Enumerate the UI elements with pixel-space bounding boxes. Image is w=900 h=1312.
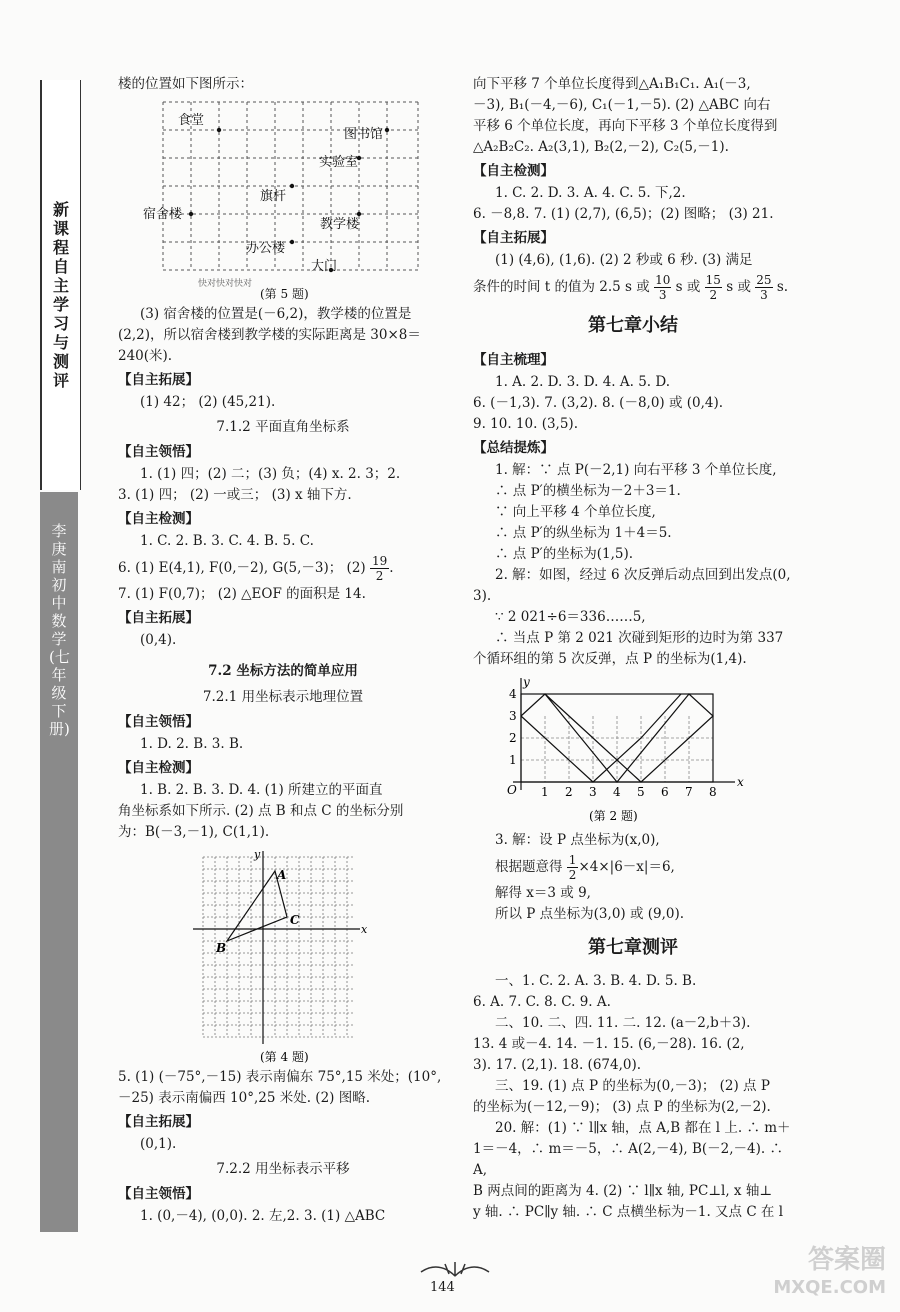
- jiance-1-line-2-text: 6. (1) E(4,1), F(0,－2), G(5,－3)； (2): [118, 560, 366, 576]
- bounce-caption: (第 2 题): [589, 809, 638, 823]
- shuli-line-1: 1. A. 2. D. 3. D. 4. A. 5. D.: [495, 374, 671, 390]
- fraction-denominator: 2: [568, 868, 577, 882]
- grid-caption: (第 4 题): [260, 1050, 309, 1064]
- canteen-dot: [217, 128, 221, 132]
- heading-jiance-1: 【自主检测】: [118, 511, 199, 527]
- test-line-6: 三、19. (1) 点 P 的坐标为(0,－3)； (2) 点 P: [495, 1078, 770, 1094]
- jiance-1-line-1: 1. C. 2. B. 3. C. 4. B. 5. C.: [140, 533, 314, 549]
- x-tick-8: 8: [709, 785, 717, 799]
- fraction-denominator: 3: [760, 288, 768, 302]
- x-tick-6: 6: [661, 785, 669, 799]
- jiance-2-line-3: 为：B(－3,－1), C(1,1).: [118, 824, 270, 840]
- point-a-label: A: [277, 868, 287, 882]
- bounce-figure: [473, 674, 793, 830]
- point-c-label: C: [290, 913, 300, 927]
- fraction-numerator: 15: [705, 273, 721, 287]
- y-tick-2: 2: [509, 731, 517, 745]
- library-dot: [385, 128, 389, 132]
- jiance-1-line-3: 7. (1) F(0,7)； (2) △EOF 的面积是 14.: [118, 586, 366, 602]
- fraction-tail: s.: [772, 279, 789, 295]
- tilian-1: 1. 解：∵ 点 P(－2,1) 向右平移 3 个单位长度,: [495, 462, 777, 478]
- cont-line-1: 向下平移 7 个单位长度得到△A₁B₁C₁. A₁(－3,: [473, 76, 751, 92]
- label-lab: 实验室: [319, 155, 359, 170]
- tilian-10: 个循环组的第 5 次反弹，点 P 的坐标为(1,4).: [473, 651, 747, 667]
- fraction-denominator: 3: [658, 288, 667, 302]
- sidebar-bottom-panel: [40, 492, 78, 1232]
- jiance-1-line-2: [118, 552, 448, 584]
- y-axis-label: y: [523, 675, 530, 689]
- q3-line-2: (2,2)，所以宿舍楼到教学楼的实际距离是 30×8＝: [118, 327, 421, 343]
- cont-line-2: －3), B₁(－4,－6), C₁(－1,－5). (2) △ABC 向右: [473, 97, 771, 113]
- tilian-5: ∴ 点 P′的坐标为(1,5).: [495, 546, 634, 562]
- heading-lingwu-3: 【自主领悟】: [118, 1186, 199, 1202]
- heading-tuozhan-1: 【自主拓展】: [118, 372, 199, 388]
- fraction-numerator: 10: [655, 273, 671, 287]
- origin-label: O: [507, 783, 517, 797]
- book-title: 新课程自主学习与测评: [52, 200, 69, 390]
- q3-line-3: 240(米).: [118, 348, 173, 364]
- right-column: [473, 74, 793, 1223]
- tilian-2: ∴ 点 P′的横坐标为－2＋3＝1.: [495, 483, 681, 499]
- q5-line-2: －25) 表示南偏西 10°,25 米处. (2) 图略.: [118, 1090, 371, 1106]
- lingwu-2: 1. D. 2. B. 3. B.: [140, 736, 244, 752]
- flagpole-dot: [290, 184, 294, 188]
- figure-stamp: 快对快对快对: [198, 279, 253, 289]
- map-caption: (第 5 题): [260, 287, 309, 301]
- fraction-1-2: [567, 853, 579, 882]
- label-teaching-building: 教学楼: [320, 217, 360, 232]
- test-line-5: 3). 17. (2,1). 18. (674,0).: [473, 1057, 642, 1073]
- book-subtitle: 李庚南初中数学(七年级下册): [49, 522, 70, 738]
- dorm-dot: [189, 212, 193, 216]
- shuli-line-3: 9. 10. 10. (3,5).: [473, 416, 578, 432]
- tuozhan-3: (0,1).: [140, 1136, 177, 1152]
- tilian-14: 所以 P 点坐标为(3,0) 或 (9,0).: [495, 906, 685, 922]
- tilian-3: ∵ 向上平移 4 个单位长度,: [495, 504, 656, 520]
- x-tick-3: 3: [589, 785, 597, 799]
- label-dorm: 宿舍楼: [143, 207, 183, 222]
- subsection-7-2-1: 7.2.1 用坐标表示地理位置: [202, 689, 364, 705]
- chapter-test-title: 第七章测评: [588, 937, 678, 958]
- heading-tuozhan: 【自主拓展】: [473, 230, 554, 246]
- coordinate-grid-figure: [118, 849, 448, 1067]
- tilian-12-post: ×4×|6－x|＝6,: [578, 859, 675, 875]
- fraction-numerator: 19: [371, 554, 388, 568]
- tuozhan-line-1: (1) (4,6), (1,6). (2) 2 秒或 6 秒. (3) 满足: [495, 252, 753, 268]
- x-tick-2: 2: [565, 785, 573, 799]
- bounce-svg: [473, 674, 793, 830]
- x-axis-label: x: [737, 775, 744, 789]
- x-tick-1: 1: [541, 785, 549, 799]
- lingwu-3: 1. (0,－4), (0,0). 2. 左,2. 3. (1) △ABC: [140, 1208, 386, 1224]
- test-line-11: y 轴. ∴ PC∥y 轴. ∴ C 点横坐标为－1. 又点 C 在 l: [473, 1204, 784, 1220]
- tilian-12-pre: 根据题意得: [495, 859, 563, 875]
- subsection-7-1-2: 7.1.2 平面直角坐标系: [216, 419, 350, 435]
- tuozhan-line-2-text: 条件的时间 t 的值为 2.5 s 或: [473, 279, 650, 295]
- test-line-9: 1＝－4，∴ m＝－5，∴ A(2,－4), B(－2,－4). ∴ A,: [473, 1141, 783, 1178]
- fraction-tail: s 或: [671, 279, 701, 295]
- tilian-11: 3. 解：设 P 点坐标为(x,0),: [495, 832, 660, 848]
- heading-tuozhan-3: 【自主拓展】: [118, 1114, 199, 1130]
- intro-text: 楼的位置如下图所示：: [118, 76, 253, 92]
- map-grid-svg: [118, 94, 448, 304]
- lingwu-1-line-2: 3. (1) 四； (2) 一或三； (3) x 轴下方.: [118, 487, 352, 503]
- fraction-10-3: [654, 273, 671, 302]
- office-dot: [290, 240, 294, 244]
- heading-tuozhan-2: 【自主拓展】: [118, 610, 199, 626]
- x-tick-7: 7: [685, 785, 693, 799]
- watermark: [773, 1246, 886, 1302]
- sidebar: [40, 80, 78, 1230]
- fraction-numerator: 1: [568, 853, 577, 867]
- fraction-denominator: 2: [709, 288, 718, 302]
- fraction-tail: .: [389, 560, 394, 576]
- fraction-19-2: [370, 554, 389, 583]
- lingwu-1-line-1: 1. (1) 四；(2) 二；(3) 负；(4) x. 2. 3；2.: [140, 466, 401, 482]
- x-tick-5: 5: [637, 785, 645, 799]
- footer-ornament: [415, 1258, 495, 1280]
- test-line-8: 20. 解：(1) ∵ l∥x 轴，点 A,B 都在 l 上. ∴ m＋: [495, 1120, 791, 1136]
- tuozhan-line-2: [473, 271, 793, 303]
- fraction-15-2: [705, 273, 722, 302]
- heading-tilian: 【总结提炼】: [473, 440, 554, 456]
- left-column: [118, 74, 448, 1227]
- tilian-13: 解得 x＝3 或 9,: [495, 885, 591, 901]
- tilian-12: [473, 851, 793, 883]
- jiance-2-line-1: 1. B. 2. B. 3. D. 4. (1) 所建立的平面直: [140, 782, 383, 798]
- chapter-summary-title: 第七章小结: [588, 315, 678, 336]
- heading-lingwu-1: 【自主领悟】: [118, 444, 199, 460]
- map-figure: [118, 94, 448, 304]
- fraction-25-3: [755, 273, 772, 302]
- tilian-7: 3).: [473, 588, 492, 604]
- test-line-10: B 两点间的距离为 4. (2) ∵ l∥x 轴, PC⊥l, x 轴⊥: [473, 1183, 773, 1199]
- point-b-label: B: [216, 941, 227, 955]
- test-line-2: 6. A. 7. C. 8. C. 9. A.: [473, 994, 611, 1010]
- heading-jiance-2: 【自主检测】: [118, 760, 199, 776]
- fraction-denominator: 2: [375, 569, 384, 583]
- label-gate: 大门: [311, 259, 338, 274]
- tilian-4: ∴ 点 P′的纵坐标为 1＋4＝5.: [495, 525, 672, 541]
- q5-line-1: 5. (1) (－75°,－15) 表示南偏东 75°,15 米处；(10°,: [118, 1069, 442, 1085]
- cont-line-4: △A₂B₂C₂. A₂(3,1), B₂(2,－2), C₂(5,－1).: [473, 139, 729, 155]
- sidebar-top-panel: [40, 80, 81, 490]
- y-tick-3: 3: [509, 709, 517, 723]
- tuozhan-1: (1) 42； (2) (45,21).: [140, 394, 276, 410]
- tilian-8: ∵ 2 021÷6＝336……5,: [495, 609, 646, 625]
- test-line-3: 二、10. 二、四. 11. 二. 12. (a－2,b＋3).: [495, 1015, 751, 1031]
- coordinate-grid-svg: [118, 849, 448, 1067]
- page-number: 144: [430, 1280, 455, 1295]
- heading-jiance: 【自主检测】: [473, 163, 554, 179]
- cont-line-3: 平移 6 个单位长度，再向下平移 3 个单位长度得到: [473, 118, 778, 134]
- jiance-line-2: 6. －8,8. 7. (1) (2,7), (6,5)；(2) 图略； (3) 21.: [473, 206, 774, 222]
- label-canteen: 食堂: [178, 113, 205, 128]
- x-axis-label: x: [361, 923, 368, 936]
- label-library: 图书馆: [344, 127, 384, 142]
- tuozhan-2: (0,4).: [140, 632, 177, 648]
- jiance-line-1: 1. C. 2. D. 3. A. 4. C. 5. 下,2.: [495, 185, 686, 201]
- subsection-7-2-2: 7.2.2 用坐标表示平移: [216, 1161, 350, 1177]
- watermark-line-1: 答案圈: [807, 1245, 886, 1275]
- jiance-2-line-2: 角坐标系如下所示. (2) 点 B 和点 C 的坐标分别: [118, 803, 404, 819]
- heading-lingwu-2: 【自主领悟】: [118, 714, 199, 730]
- tilian-9: ∴ 当点 P 第 2 021 次碰到矩形的边时为第 337: [495, 630, 784, 646]
- teaching-building-dot: [357, 212, 361, 216]
- test-line-1: 一、1. C. 2. A. 3. B. 4. D. 5. B.: [495, 973, 697, 989]
- test-line-4: 13. 4 或－4. 14. －1. 15. (6,－28). 16. (2,: [473, 1036, 745, 1052]
- shuli-line-2: 6. (－1,3). 7. (3,2). 8. (－8,0) 或 (0,4).: [473, 395, 724, 411]
- tilian-6: 2. 解：如图，经过 6 次反弹后动点回到出发点(0,: [495, 567, 791, 583]
- fraction-numerator: 25: [756, 273, 772, 287]
- section-7-2: 7.2 坐标方法的简单应用: [208, 663, 358, 679]
- fraction-tail: s 或: [721, 279, 751, 295]
- test-line-7: 的坐标为(－12,－9)； (3) 点 P 的坐标为(2,－2).: [473, 1099, 771, 1115]
- label-flagpole: 旗杆: [260, 189, 287, 204]
- watermark-line-2: MXQE.COM: [773, 1277, 886, 1298]
- heading-shuli: 【自主梳理】: [473, 352, 554, 368]
- y-tick-4: 4: [509, 687, 517, 701]
- label-office: 办公楼: [246, 241, 286, 256]
- y-tick-1: 1: [509, 753, 517, 767]
- x-tick-4: 4: [613, 785, 621, 799]
- q3-line-1: (3) 宿舍楼的位置是(－6,2)，教学楼的位置是: [140, 306, 412, 322]
- y-axis-label: y: [254, 849, 261, 861]
